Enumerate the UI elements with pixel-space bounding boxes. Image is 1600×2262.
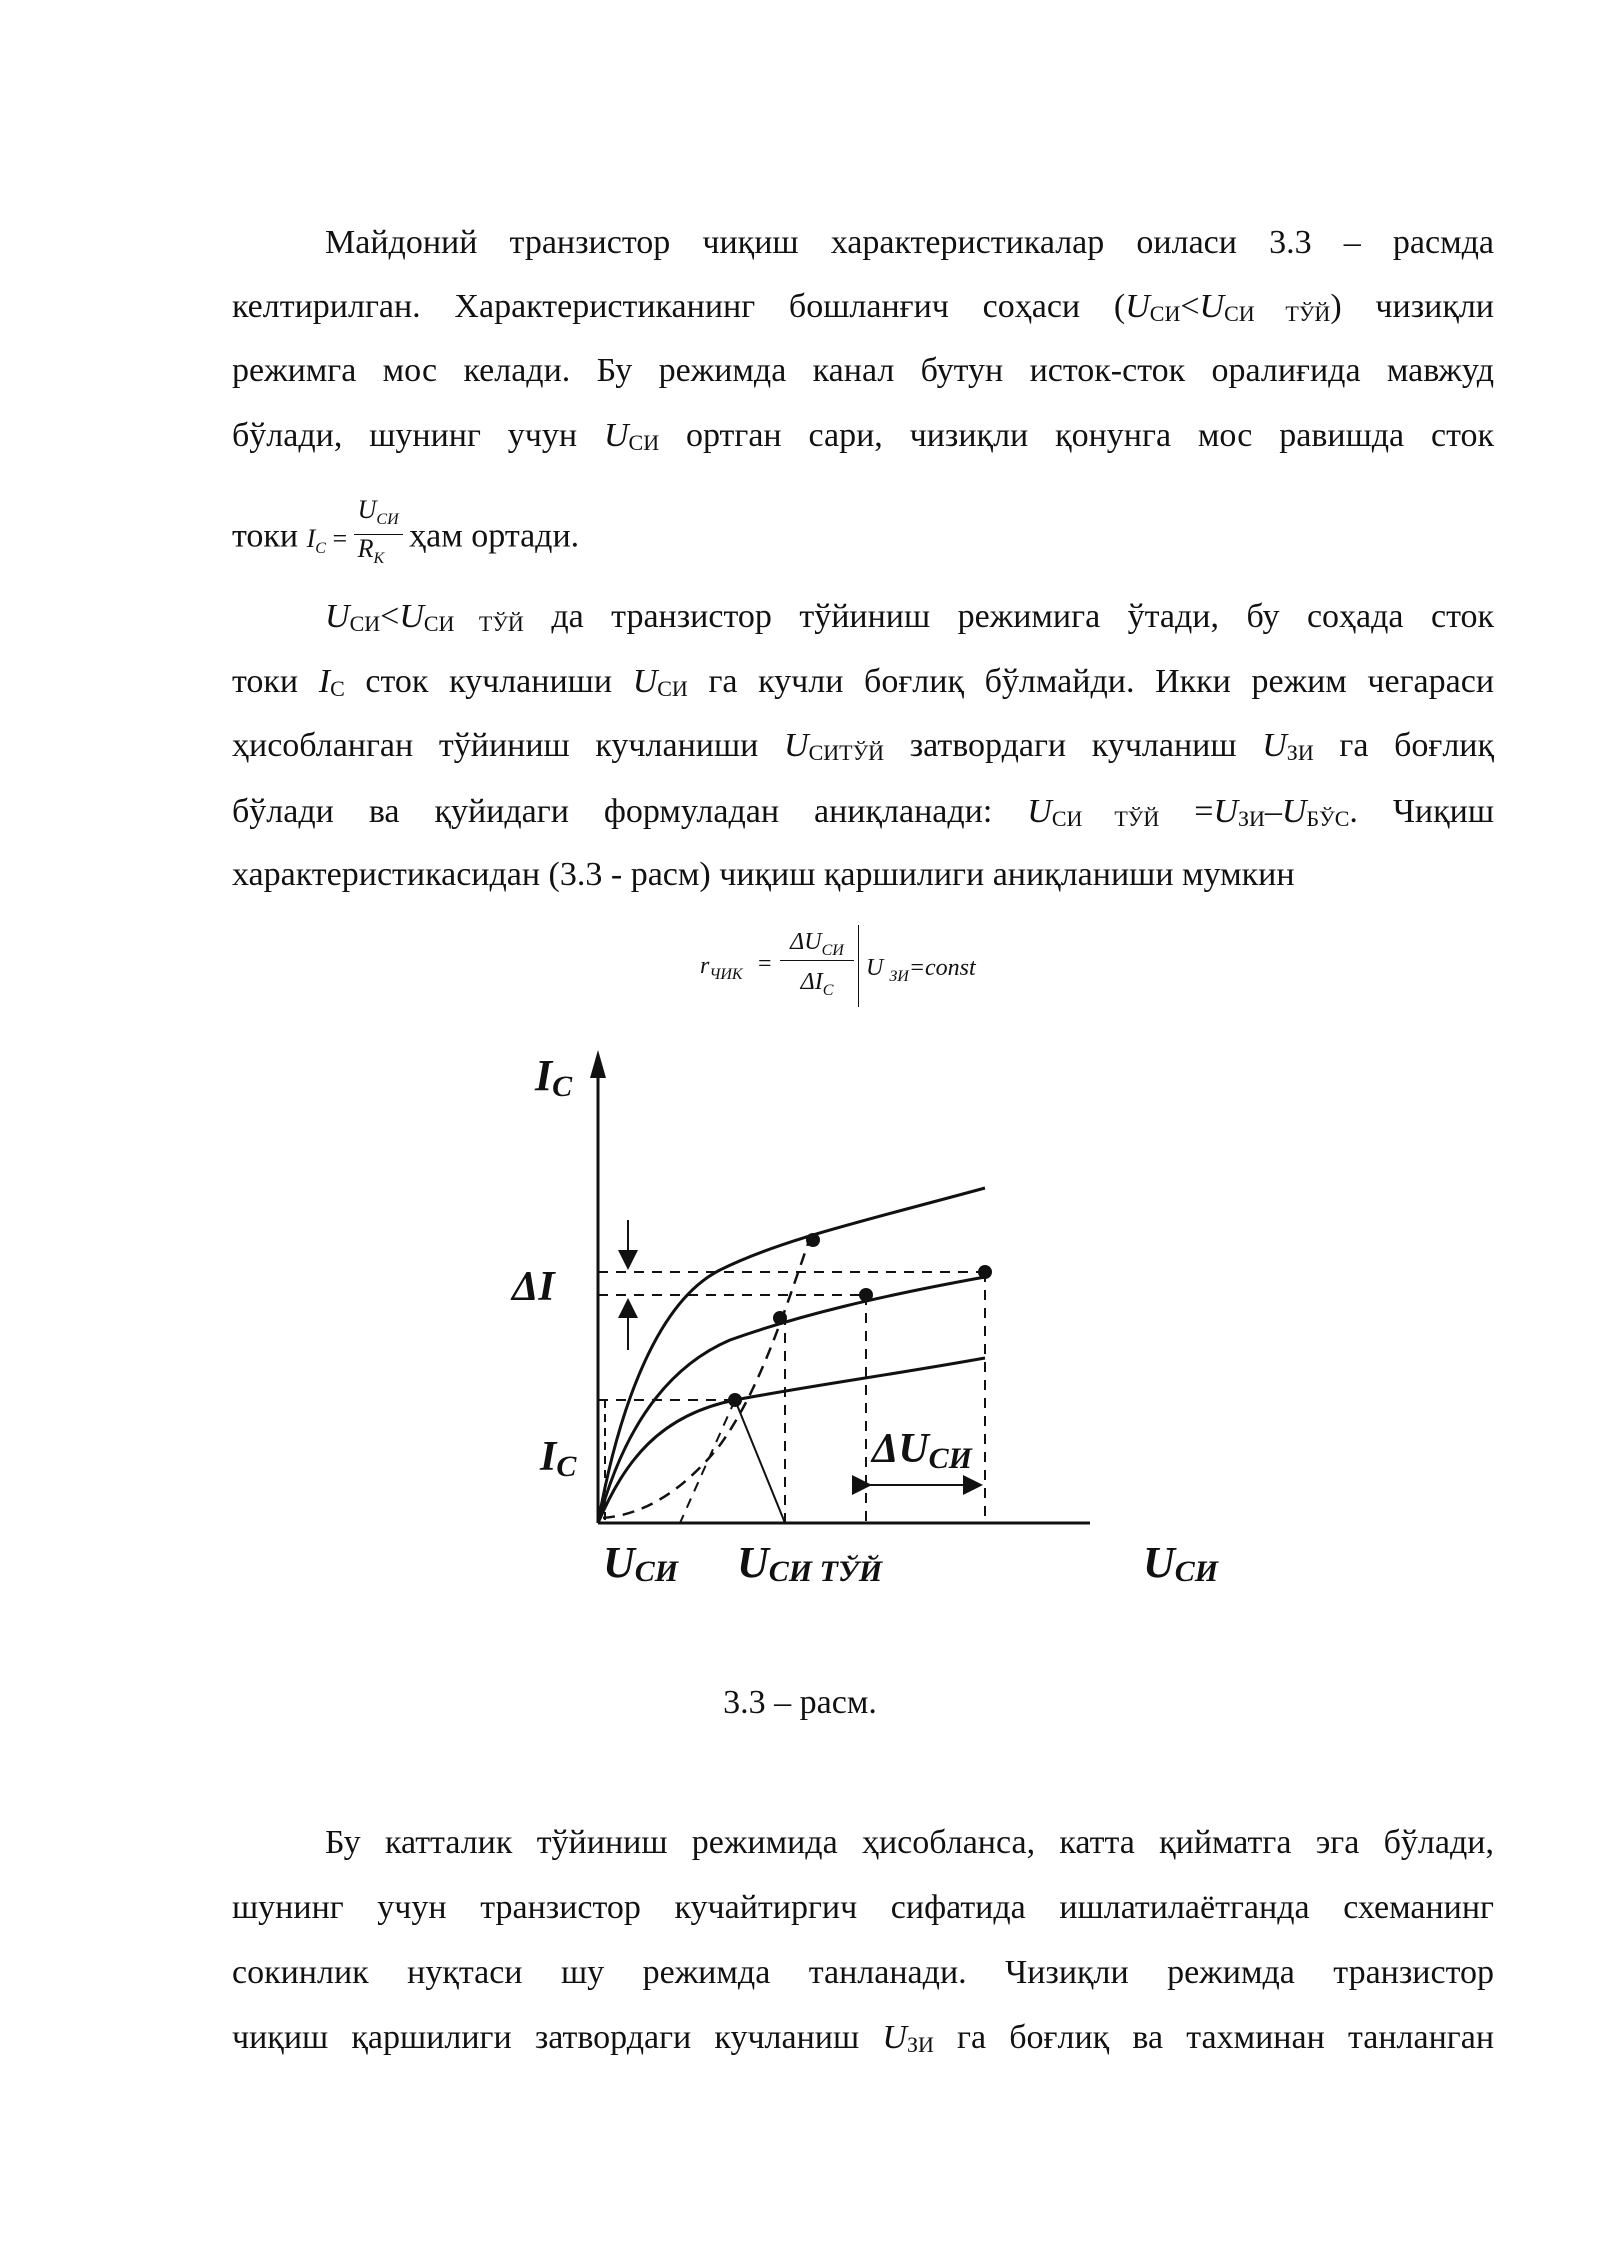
- paragraph-2-line-3: ҳисобланган тўйиниш кучланиши $U_{СИТЎЙ}$ затвордаги кучланиш $U_{ЗИ}$ га боғлиқ: [232, 727, 1495, 765]
- point-bottom: [728, 1393, 742, 1407]
- figure-caption: 3.3 – расм.: [723, 1684, 877, 1721]
- delta-i-label: ΔI: [512, 1264, 555, 1310]
- paragraph-1-line-3: режимга мос келади. Бу режимда канал бутун исток-сток оралиғида мавжуд: [232, 352, 1494, 389]
- point-right: [978, 1265, 992, 1279]
- ic-label: IC: [540, 1434, 577, 1483]
- saturation-boundary: [603, 1238, 810, 1518]
- paragraph-3-line-3: сокинлик нуқтаси шу режимда танланади. Чизиқли режимда транзистор: [232, 1954, 1494, 1991]
- paragraph-1-line-1: Майдоний транзистор чиқиш характеристикалар оиласи 3.3 – расмда: [325, 224, 1494, 261]
- x-origin-label: UСИ: [603, 1538, 679, 1588]
- delta-u-label: ΔUСИ: [872, 1426, 973, 1475]
- paragraph-3-line-2: шунинг учун транзистор кучайтиргич сифатида ишлатилаётганда схеманинг: [232, 1889, 1494, 1926]
- curve-top: [598, 1188, 985, 1523]
- paragraph-2-line-5: характеристикасидан (3.3 - расм) чиқиш қаршилиги аниқланиши мумкин: [232, 856, 1295, 893]
- paragraph-2-line-1: $U_{СИ}<U_{СИ ТЎЙ}$ да транзистор тўйиниш режимига ўтади, бу соҳада сток: [325, 598, 1495, 636]
- formula-output-resistance: $r_{ЧИК}$ = $\Delta U_{СИ}$ $\Delta I_C$ U $_{ЗИ}$=const: [700, 925, 1020, 1015]
- paragraph-3-line-1: Бу катталик тўйиниш режимида ҳисобланса, катта қийматга эга бўлади,: [325, 1824, 1494, 1861]
- point-top: [806, 1233, 820, 1247]
- point-middle: [859, 1288, 873, 1302]
- paragraph-1-line-2: келтирилган. Характеристиканинг бошланғич соҳаси $(U_{СИ}<U_{СИ ТЎЙ})$ чизиқли: [232, 288, 1494, 326]
- x-saturation-label: UСИ ТЎЙ: [737, 1538, 883, 1588]
- y-axis-arrow-icon: [590, 1050, 606, 1078]
- x-axis-label: UСИ: [1143, 1538, 1219, 1588]
- paragraph-3-line-4: чиқиш қаршилиги затвордаги кучланиш $U_{ЗИ}$ га боғлиқ ва тахминан танланган: [232, 2019, 1495, 2057]
- paragraph-2-line-4: бўлади ва қуйидаги формуладан аниқланади: $U_{СИ ТЎЙ} =U_{ЗИ}-U_{БЎС}$. Чиқиш: [232, 793, 1495, 831]
- y-axis-label: IC: [535, 1051, 573, 1103]
- paragraph-2-line-2: токи $I_С$ сток кучланиши $U_{СИ}$ га кучли боғлиқ бўлмайди. Икки режим чегараси: [232, 663, 1495, 701]
- formula-ic: $I_C$ = $\frac{U_{СИ}}{R_К}$: [307, 524, 410, 553]
- paragraph-1-line-5: токи $I_C$ = $\frac{U_{СИ}}{R_К}$ ҳам ортади.: [232, 495, 580, 568]
- paragraph-1-line-4: бўлади, шунинг учун $U_{СИ}$ ортган сари, чизиқли қонунга мос равишда сток: [232, 417, 1495, 455]
- point-middle-sat: [773, 1311, 787, 1325]
- sat-projection-line-1: [735, 1400, 785, 1523]
